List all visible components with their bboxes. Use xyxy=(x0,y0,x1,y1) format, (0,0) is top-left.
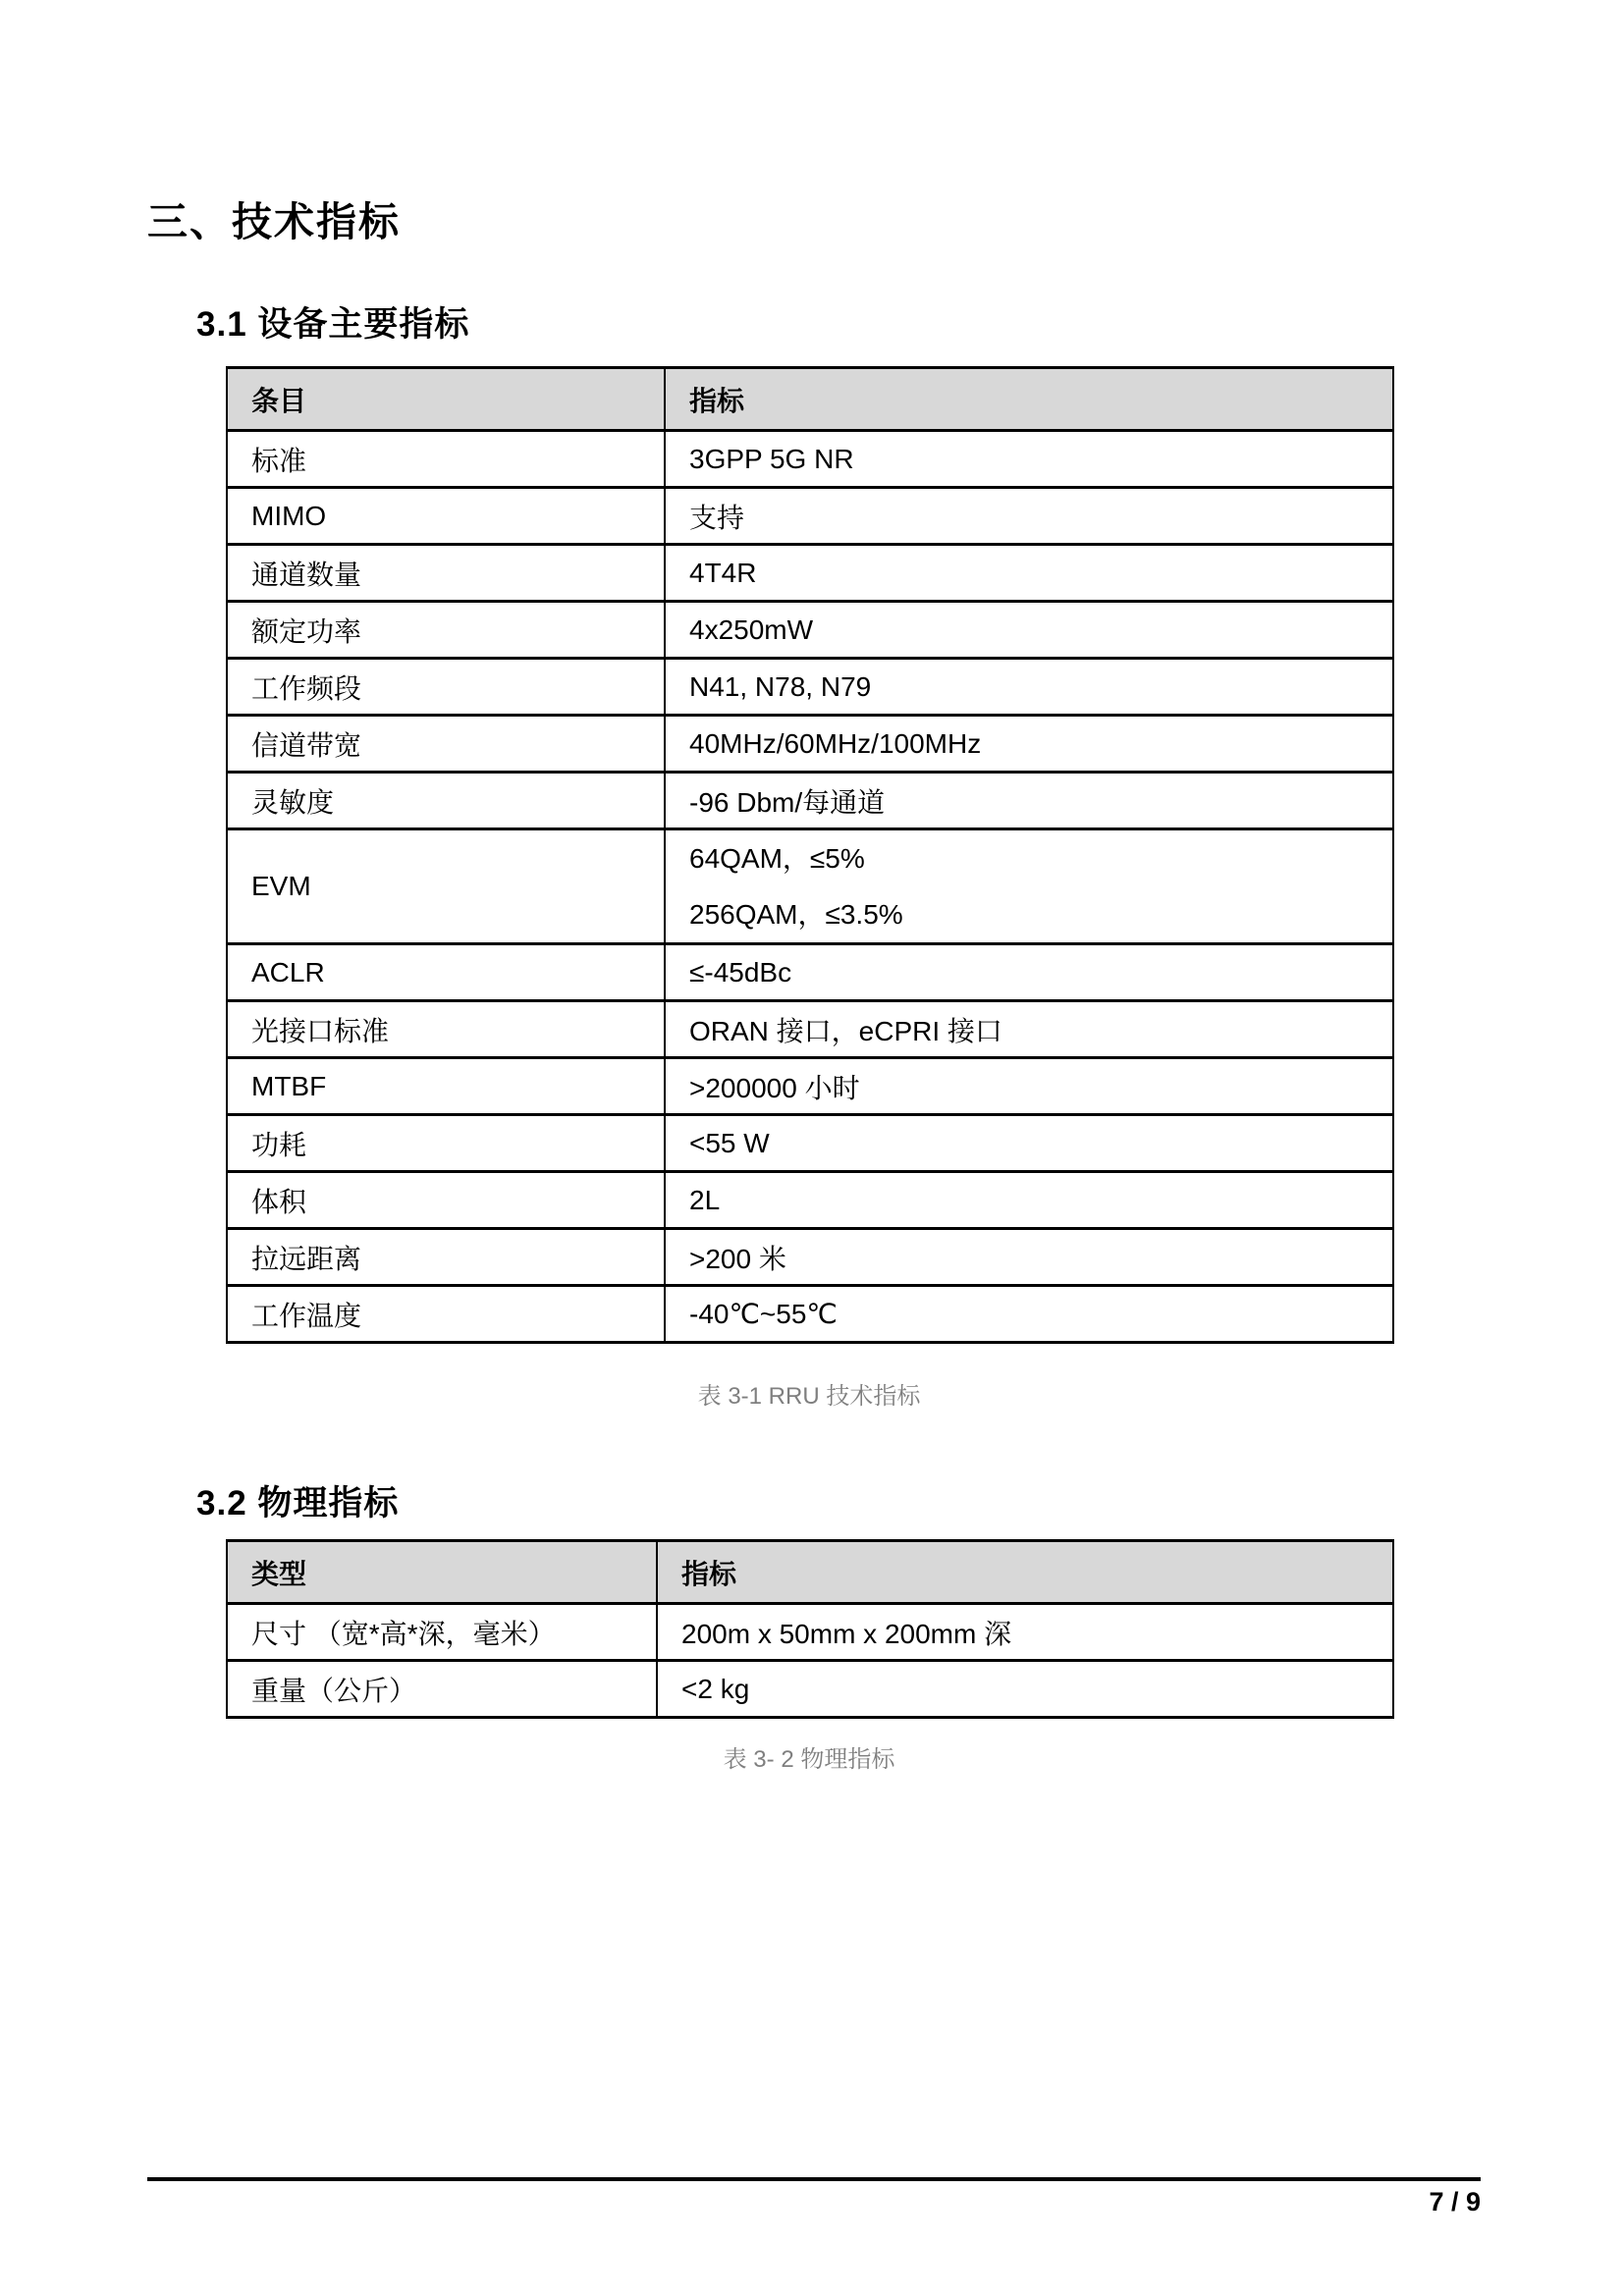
rru-spec-table xyxy=(226,366,1394,1344)
item-cell: 工作频段 xyxy=(227,659,665,716)
value-cell: 4x250mW xyxy=(665,602,1393,659)
value-cell: N41, N78, N79 xyxy=(665,659,1393,716)
item-cell: 标准 xyxy=(227,431,665,488)
table-row xyxy=(227,431,1393,488)
value-cell: ≤-45dBc xyxy=(665,944,1393,1001)
evm-value-line-2: 256QAM，≤3.5% xyxy=(689,899,903,930)
item-cell: MTBF xyxy=(227,1058,665,1115)
table-row xyxy=(227,488,1393,545)
value-cell: -96 Dbm/每通道 xyxy=(665,773,1393,829)
table-header-row xyxy=(227,1541,1393,1604)
item-cell: 体积 xyxy=(227,1172,665,1229)
table-row xyxy=(227,1661,1393,1718)
section-3-2-heading: 3.2 物理指标 xyxy=(196,1484,400,1522)
value-cell: 2L xyxy=(665,1172,1393,1229)
item-cell: ACLR xyxy=(227,944,665,1001)
table-row xyxy=(227,602,1393,659)
value-cell: 4T4R xyxy=(665,545,1393,602)
table-row-evm xyxy=(227,829,1393,944)
value-cell: 40MHz/60MHz/100MHz xyxy=(665,716,1393,773)
table-row xyxy=(227,1058,1393,1115)
value-cell: ORAN 接口，eCPRI 接口 xyxy=(665,1001,1393,1058)
table-row xyxy=(227,773,1393,829)
column-header-spec: 指标 xyxy=(665,368,1393,431)
table-3-2-caption: 表 3- 2 物理指标 xyxy=(723,1746,895,1773)
footer-divider xyxy=(147,2177,1481,2181)
value-cell: 3GPP 5G NR xyxy=(665,431,1393,488)
table-3-1-caption: 表 3-1 RRU 技术指标 xyxy=(697,1383,921,1410)
item-cell: 信道带宽 xyxy=(227,716,665,773)
section-3-1-heading: 3.1 设备主要指标 xyxy=(196,305,470,344)
value-cell: 支持 xyxy=(665,488,1393,545)
table-row xyxy=(227,1172,1393,1229)
item-cell: 额定功率 xyxy=(227,602,665,659)
table-row xyxy=(227,1001,1393,1058)
value-cell: -40℃~55℃ xyxy=(665,1286,1393,1343)
table-row xyxy=(227,1115,1393,1172)
chapter-heading: 三、技术指标 xyxy=(147,199,401,244)
table-row xyxy=(227,545,1393,602)
item-cell: 功耗 xyxy=(227,1115,665,1172)
value-cell: >200 米 xyxy=(665,1229,1393,1286)
value-cell: 200m x 50mm x 200mm 深 xyxy=(657,1604,1393,1661)
value-cell: <55 W xyxy=(665,1115,1393,1172)
table-header-row xyxy=(227,368,1393,431)
page-number: 7 / 9 xyxy=(1429,2187,1481,2216)
column-header-type: 类型 xyxy=(227,1541,657,1604)
physical-spec-table xyxy=(226,1539,1394,1719)
item-cell: 灵敏度 xyxy=(227,773,665,829)
evm-value-line-1: 64QAM，≤5% xyxy=(689,843,865,874)
table-row xyxy=(227,944,1393,1001)
item-cell: 工作温度 xyxy=(227,1286,665,1343)
table-row xyxy=(227,1229,1393,1286)
value-cell xyxy=(665,829,1393,944)
value-cell: <2 kg xyxy=(657,1661,1393,1718)
item-cell: 尺寸 （宽*高*深，毫米） xyxy=(227,1604,657,1661)
column-header-spec: 指标 xyxy=(657,1541,1393,1604)
column-header-item: 条目 xyxy=(227,368,665,431)
table-row xyxy=(227,1604,1393,1661)
value-cell: >200000 小时 xyxy=(665,1058,1393,1115)
item-cell: 通道数量 xyxy=(227,545,665,602)
item-cell: 重量（公斤） xyxy=(227,1661,657,1718)
table-row xyxy=(227,716,1393,773)
table-row xyxy=(227,659,1393,716)
item-cell: MIMO xyxy=(227,488,665,545)
item-cell: 光接口标准 xyxy=(227,1001,665,1058)
table-row xyxy=(227,1286,1393,1343)
item-cell: 拉远距离 xyxy=(227,1229,665,1286)
item-cell: EVM xyxy=(227,829,665,944)
